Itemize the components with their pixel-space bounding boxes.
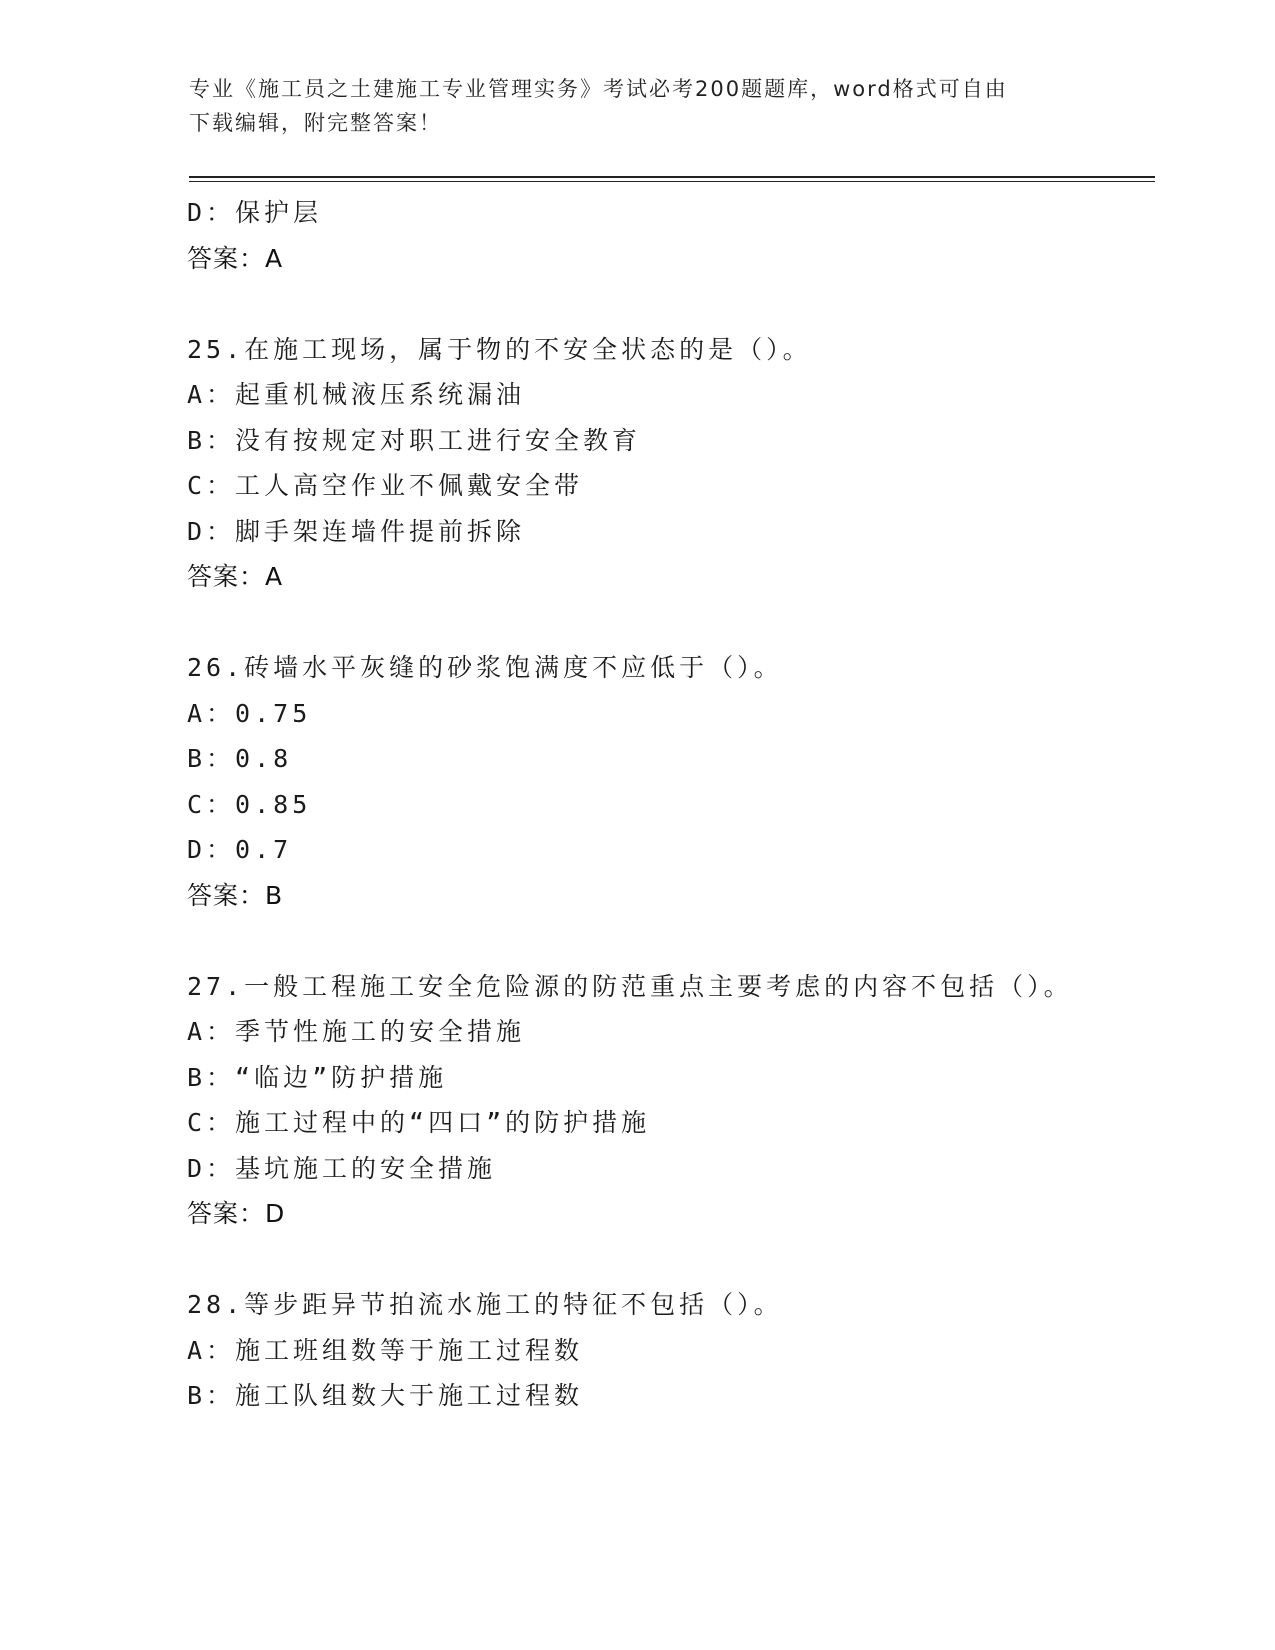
question-block-24 [187, 190, 1153, 281]
option-a: A：0.75 [187, 698, 312, 728]
question-list [187, 190, 1153, 1419]
answer-line: 答案：A [187, 243, 284, 273]
spacer [187, 600, 1153, 646]
question-stem: 25.在施工现场，属于物的不安全状态的是（）。 [187, 334, 812, 364]
option-d: D：脚手架连墙件提前拆除 [187, 516, 526, 546]
header-line-2: 下载编辑，附完整答案！ [189, 111, 442, 135]
option-b: B：“临边”防护措施 [187, 1062, 448, 1092]
option-c: C：0.85 [187, 789, 312, 819]
option-d: D：基坑施工的安全措施 [187, 1153, 497, 1183]
spacer [187, 918, 1153, 964]
header-rule-thin [189, 181, 1155, 182]
header-line-1: 专业《施工员之土建施工专业管理实务》考试必考200题题库，word格式可自由 [189, 77, 1008, 101]
question-stem: 28.等步距异节拍流水施工的特征不包括（）。 [187, 1290, 783, 1319]
option-a: A：施工班组数等于施工过程数 [187, 1335, 584, 1365]
question-block-26 [187, 645, 1153, 918]
answer-line: 答案：D [187, 1199, 286, 1228]
option-a: A：季节性施工的安全措施 [187, 1017, 526, 1046]
option-c: C：工人高空作业不佩戴安全带 [187, 471, 584, 500]
question-stem: 27.一般工程施工安全危险源的防范重点主要考虑的内容不包括（）。 [187, 971, 1073, 1001]
spacer [187, 281, 1153, 327]
option-b: B：没有按规定对职工进行安全教育 [187, 425, 642, 455]
answer-line: 答案：B [187, 880, 284, 910]
question-block-25 [187, 327, 1153, 600]
option-b: B：施工队组数大于施工过程数 [187, 1381, 584, 1410]
question-block-27 [187, 964, 1153, 1237]
header-rule-thick [189, 176, 1155, 178]
question-block-28 [187, 1282, 1153, 1419]
option-a: A：起重机械液压系统漏油 [187, 380, 526, 409]
option-d: D：保护层 [187, 198, 323, 227]
answer-line: 答案：A [187, 562, 284, 591]
option-d: D：0.7 [187, 835, 293, 864]
spacer [187, 1237, 1153, 1283]
question-stem: 26.砖墙水平灰缝的砂浆饱满度不应低于（）。 [187, 653, 783, 682]
document-header [189, 72, 1089, 140]
option-c: C：施工过程中的“四口”的防护措施 [187, 1108, 651, 1137]
option-b: B：0.8 [187, 744, 293, 773]
